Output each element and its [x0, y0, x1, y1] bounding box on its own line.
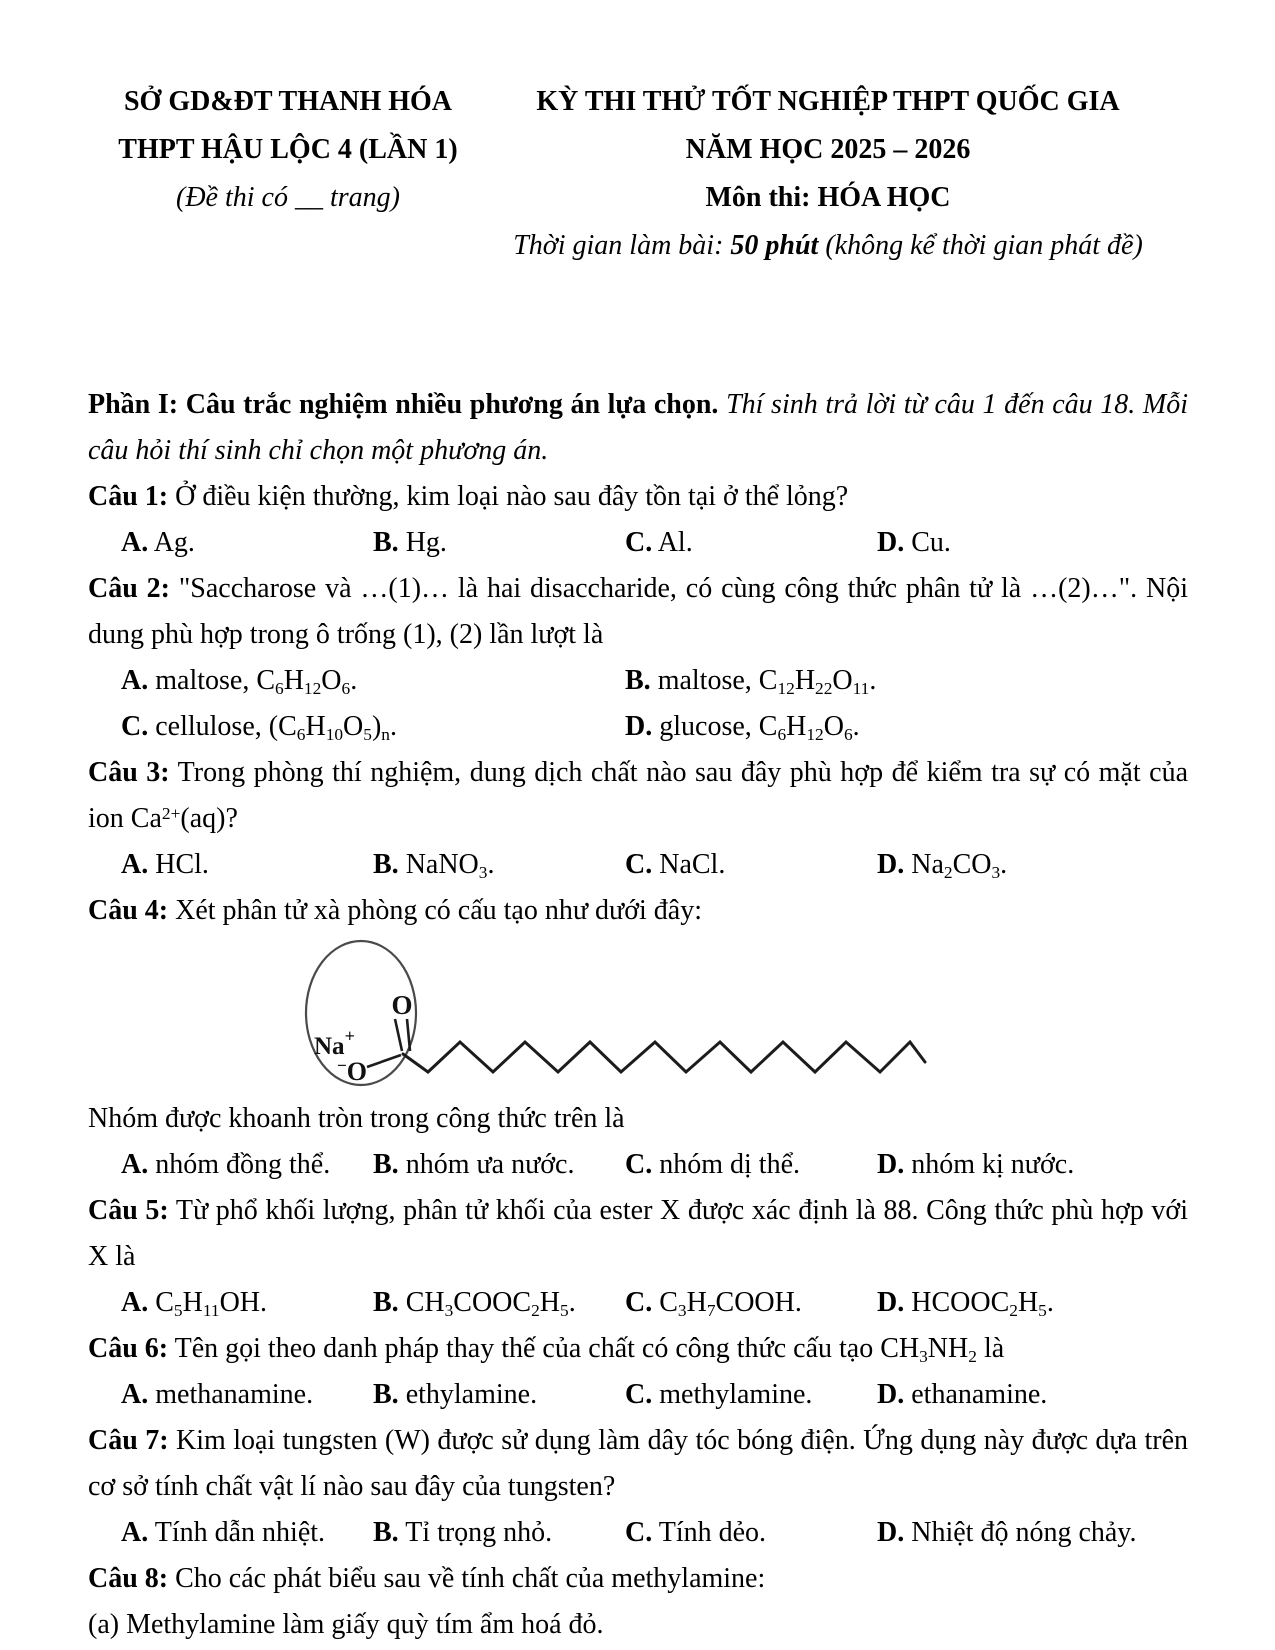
- double-bond-line-1: [395, 1019, 402, 1051]
- carbon-chain: [403, 1042, 925, 1072]
- exam-title: KỲ THI THỬ TỐT NGHIỆP THPT QUỐC GIA: [536, 86, 1120, 117]
- oxygen-anion-label: −O: [337, 1056, 367, 1086]
- question-1-option-d: D. Cu.: [877, 527, 951, 558]
- duration-suffix: (không kể thời gian phát đề): [818, 230, 1143, 261]
- question-3-option-c: C. NaCl.: [625, 849, 726, 880]
- question-5-stem: [88, 1188, 1188, 1280]
- question-5-option-d: D. $HCOOC_2H_5$.: [877, 1287, 1054, 1320]
- question-7: [88, 1418, 1188, 1556]
- question-7-options: [88, 1510, 1188, 1556]
- page-content: [88, 0, 1188, 1648]
- question-2-option-c: C. cellulose, $(C_6H_{10}O_5)_n$.: [121, 711, 397, 744]
- question-2-stem: [88, 566, 1188, 658]
- question-4-option-c: C. nhóm dị thể.: [625, 1149, 800, 1180]
- oxygen-label-top: O: [391, 990, 413, 1020]
- question-3-label: Câu 3:: [88, 757, 170, 788]
- question-1-option-b: B. Hg.: [373, 527, 447, 558]
- question-6-option-d: D. ethanamine.: [877, 1379, 1048, 1410]
- question-6-options: [88, 1372, 1188, 1418]
- question-7-stem: [88, 1418, 1188, 1510]
- question-2: [88, 566, 1188, 750]
- question-4-text: Xét phân tử xà phòng có cấu tạo như dưới đây:: [175, 895, 702, 926]
- question-4-option-a: A. nhóm đồng thể.: [121, 1149, 331, 1180]
- question-6-stem: [88, 1326, 1188, 1372]
- single-bond-line: [367, 1055, 401, 1067]
- page-count-note: (Đề thi có __ trang): [176, 182, 400, 213]
- header-right-block: [513, 78, 1143, 270]
- question-4-stem: [88, 888, 1188, 934]
- exam-header: [88, 78, 1188, 270]
- issuing-department: SỞ GD&ĐT THANH HÓA: [123, 86, 452, 117]
- double-bond-line-2: [407, 1019, 410, 1051]
- question-6-label: Câu 6:: [88, 1333, 169, 1364]
- question-5-option-a: A. $C_5H_{11}OH$.: [121, 1287, 268, 1320]
- question-2-option-b: B. maltose, $C_{12}H_{22}O_{11}$.: [625, 665, 877, 698]
- question-1-option-a: A. Ag.: [121, 527, 195, 558]
- question-4: [88, 888, 1188, 1188]
- soap-molecule-drawing: [293, 934, 941, 1096]
- question-8: [88, 1556, 1188, 1648]
- question-2-option-a: A. maltose, $C_6H_{12}O_6$.: [121, 665, 358, 698]
- section1-title: Phần I: Câu trắc nghiệm nhiều phương án lựa chọn.: [88, 389, 719, 420]
- duration-note: [513, 222, 1143, 270]
- question-5-option-c: C. $C_3H_7COOH$.: [625, 1287, 802, 1320]
- question-4-options: [88, 1142, 1188, 1188]
- question-4-option-d: D. nhóm kị nước.: [877, 1149, 1075, 1180]
- question-1-label: Câu 1:: [88, 481, 169, 512]
- question-2-text: "Saccharose và …(1)… là hai disaccharide, có cùng công thức phân tử là …(2)…". Nội dung phù hợp trong ô trống (1), (2) lần lượt là: [88, 573, 1189, 650]
- question-3-options: [88, 842, 1188, 888]
- header-left-block: [88, 78, 488, 270]
- question-4-label: Câu 4:: [88, 895, 169, 926]
- school-name: THPT HẬU LỘC 4 (LẦN 1): [118, 134, 458, 165]
- question-8-label: Câu 8:: [88, 1563, 169, 1594]
- question-2-option-d: D. glucose, $C_6H_{12}O_6$.: [625, 711, 860, 744]
- question-1-text: Ở điều kiện thường, kim loại nào sau đây tồn tại ở thể lỏng?: [175, 481, 849, 512]
- question-4-stem2: Nhóm được khoanh tròn trong công thức trên là: [88, 1103, 625, 1134]
- subject-line: Môn thi: HÓA HỌC: [705, 182, 951, 213]
- question-1-options: [88, 520, 1188, 566]
- question-6: [88, 1326, 1188, 1418]
- question-6-option-b: B. ethylamine.: [373, 1379, 538, 1410]
- question-7-text: Kim loại tungsten (W) được sử dụng làm dây tóc bóng điện. Ứng dụng này được dựa trên cơ sở tính chất vật lí nào sau đây của tungsten?: [88, 1425, 1189, 1502]
- question-7-option-d: D. Nhiệt độ nóng chảy.: [877, 1517, 1137, 1548]
- question-1-stem: [88, 474, 1188, 520]
- question-3-text: Trong phòng thí nghiệm, dung dịch chất nào sau đây phù hợp để kiểm tra sự có mặt của ion $Ca^{2+}(aq)$?: [88, 757, 1188, 834]
- question-7-option-c: C. Tính dẻo.: [625, 1517, 767, 1548]
- question-2-label: Câu 2:: [88, 573, 170, 604]
- question-3-option-b: B. NaNO$_3$.: [373, 849, 495, 882]
- question-6-option-a: A. methanamine.: [121, 1379, 314, 1410]
- question-2-options-row1: [88, 658, 1188, 704]
- question-8-text: Cho các phát biểu sau về tính chất của methylamine:: [175, 1563, 766, 1594]
- question-3-option-a: A. HCl.: [121, 849, 209, 880]
- duration-value: 50 phút: [730, 230, 819, 261]
- question-1-option-c: C. Al.: [625, 527, 693, 558]
- question-7-label: Câu 7:: [88, 1425, 169, 1456]
- question-5-option-b: B. $CH_3COOC_2H_5$.: [373, 1287, 576, 1320]
- sodium-ion-label: Na+: [314, 1026, 355, 1060]
- duration-prefix: Thời gian làm bài:: [513, 230, 731, 261]
- question-7-option-b: B. Tỉ trọng nhỏ.: [373, 1517, 553, 1548]
- question-7-option-a: A. Tính dẫn nhiệt.: [121, 1517, 326, 1548]
- question-5-options: [88, 1280, 1188, 1326]
- section1-heading: [88, 382, 1188, 474]
- question-8-statement-a: (a) Methylamine làm giấy quỳ tím ẩm hoá đỏ.: [88, 1609, 604, 1640]
- question-3-stem: [88, 750, 1188, 842]
- question-5-text: Từ phổ khối lượng, phân tử khối của ester X được xác định là 88. Công thức phù hợp với X là: [88, 1195, 1188, 1272]
- question-8-stem: [88, 1556, 1188, 1602]
- question-6-text: Tên gọi theo danh pháp thay thế của chất có công thức cấu tạo $CH_3NH_2$ là: [174, 1333, 1005, 1366]
- question-4-option-b: B. nhóm ưa nước.: [373, 1149, 575, 1180]
- question-1: [88, 474, 1188, 566]
- soap-molecule-figure: [88, 934, 1188, 1096]
- question-5: [88, 1188, 1188, 1326]
- school-year: NĂM HỌC 2025 – 2026: [685, 134, 971, 165]
- section1-instructions: Thí sinh trả lời từ câu 1 đến câu 18. Mỗi câu hỏi thí sinh chỉ chọn một phương án.: [88, 389, 1188, 466]
- question-3-option-d: D. $Na_2CO_3$.: [877, 849, 1008, 882]
- question-6-option-c: C. methylamine.: [625, 1379, 813, 1410]
- question-2-options-row2: [88, 704, 1188, 750]
- question-3: [88, 750, 1188, 888]
- question-5-label: Câu 5:: [88, 1195, 169, 1226]
